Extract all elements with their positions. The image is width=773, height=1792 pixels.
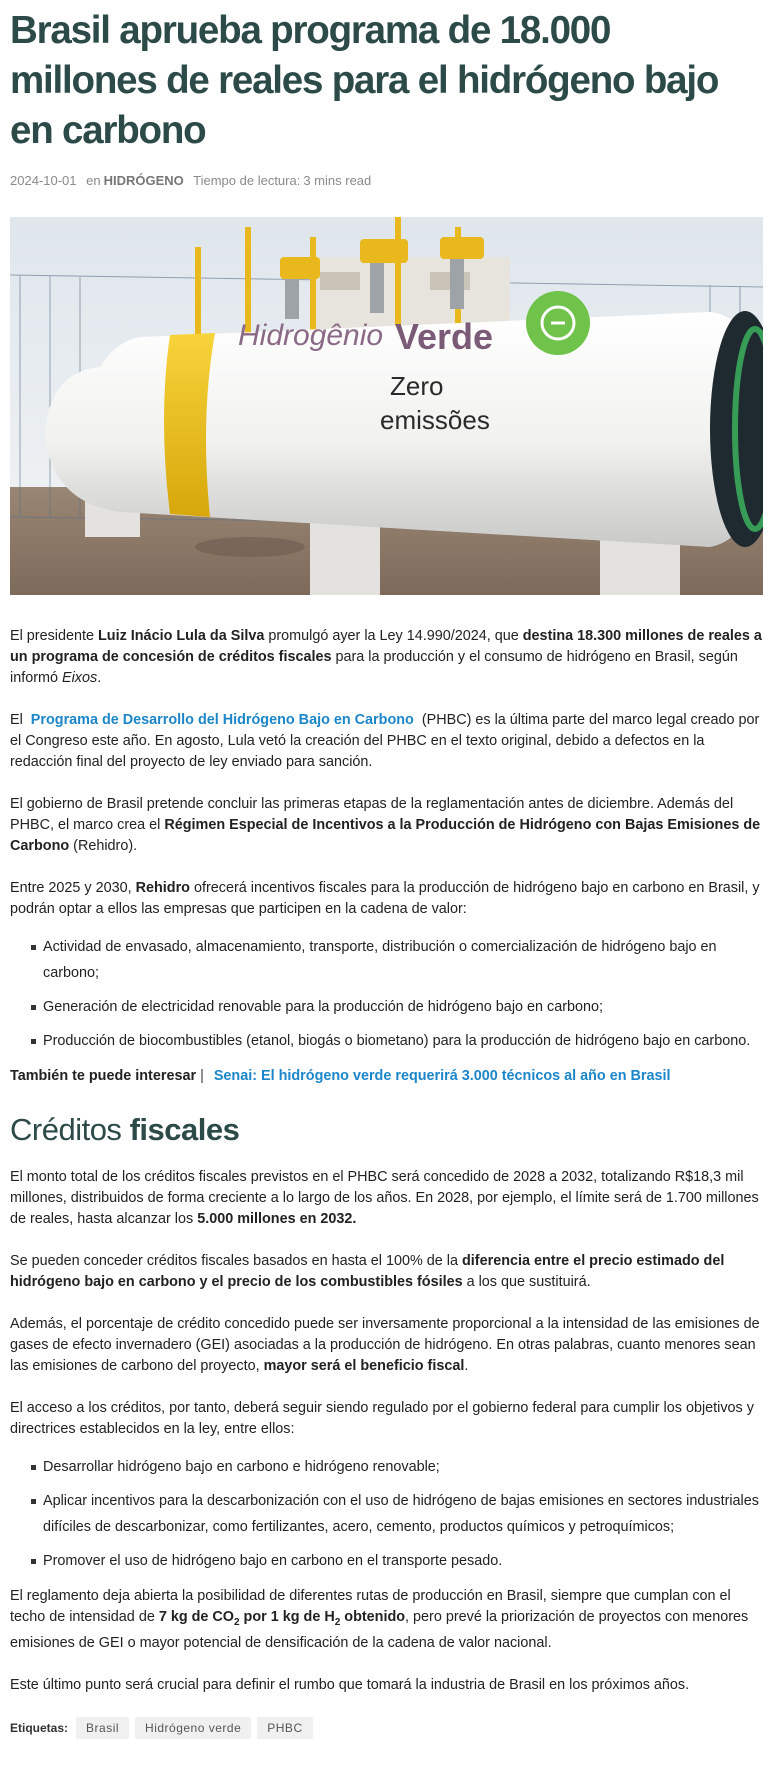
hero-caption-1: Zero bbox=[390, 371, 444, 401]
list-item: Desarrollar hidrógeno bajo en carbono e hidrógeno renovable; bbox=[43, 1454, 763, 1480]
logo-circle-icon bbox=[526, 291, 590, 355]
paragraph-8: El acceso a los créditos, por tanto, deberá seguir siendo regulado por el gobierno federal para cumplir los objetivos y directrices establecidos en la ley, entre ellos: bbox=[10, 1400, 754, 1437]
hero-brand-word-2: Verde bbox=[395, 316, 494, 357]
related-separator: | bbox=[200, 1068, 204, 1084]
tag-brasil[interactable]: Brasil bbox=[76, 1717, 129, 1739]
article bbox=[0, 6, 773, 1739]
category-link[interactable]: HIDRÓGENO bbox=[103, 173, 184, 188]
paragraph-1: El presidente Luiz Inácio Lula da Silva promulgó ayer la Ley 14.990/2024, que destina 18.300 millones de reales a un programa de concesión de créditos fiscales para la producción y el consumo de hidrógeno en Brasil, según informó Eixos. bbox=[10, 628, 762, 686]
tag-phbc[interactable]: PHBC bbox=[257, 1717, 312, 1739]
category-prefix-text: en bbox=[86, 173, 101, 188]
category-prefix bbox=[86, 173, 184, 188]
paragraph-4: Entre 2025 y 2030, Rehidro ofrecerá incentivos fiscales para la producción de hidrógeno bajo en carbono en Brasil, y podrán optar a ellos las empresas que participen en la cadena de valor: bbox=[10, 880, 760, 917]
incentive-list bbox=[10, 934, 763, 1054]
paragraph-10: Este último punto será crucial para definir el rumbo que tomará la industria de Brasil en los próximos años. bbox=[10, 1676, 690, 1693]
paragraph-6: Se pueden conceder créditos fiscales basados en hasta el 100% de la diferencia entre el precio estimado del hidrógeno bajo en carbono y el precio de los combustibles fósiles a los que sustituirá. bbox=[10, 1253, 725, 1290]
publish-date: 2024-10-01 bbox=[10, 173, 77, 188]
paragraph-2: El Programa de Desarrollo del Hidrógeno Bajo en Carbono (PHBC) es la última parte del marco legal creado por el Congreso este año. En agosto, Lula vetó la creación del PHBC en el texto original, debido a defectos en la redacción final del proyecto de ley enviado para sanción. bbox=[10, 712, 760, 770]
hero-brand-word-1: Hidrogênio bbox=[238, 319, 384, 352]
article-meta bbox=[10, 173, 763, 191]
puddle bbox=[195, 537, 305, 557]
tags-bar bbox=[10, 1717, 763, 1739]
tags-label: Etiquetas: bbox=[10, 1720, 69, 1735]
article-title: Brasil aprueba programa de 18.000 millones de reales para el hidrógeno bajo en carbono bbox=[10, 9, 719, 152]
list-item: Actividad de envasado, almacenamiento, transporte, distribución o comercialización de hidrógeno bajo en carbono; bbox=[43, 934, 763, 986]
related-label: También te puede interesar bbox=[10, 1068, 197, 1084]
list-item: Promover el uso de hidrógeno bajo en carbono en el transporte pesado. bbox=[43, 1548, 763, 1574]
list-item: Producción de biocombustibles (etanol, biogás o biometano) para la producción de hidrógeno bajo en carbono. bbox=[43, 1028, 763, 1054]
tag-hidrogeno-verde[interactable]: Hidrógeno verde bbox=[135, 1717, 251, 1739]
reading-time-label: Tiempo de lectura: bbox=[193, 173, 301, 188]
reading-time bbox=[193, 173, 377, 188]
list-item: Generación de electricidad renovable para la producción de hidrógeno bajo en carbono; bbox=[43, 994, 763, 1020]
objectives-list bbox=[10, 1454, 763, 1574]
section-heading: Créditos fiscales bbox=[10, 1112, 240, 1147]
hero-image bbox=[10, 217, 763, 595]
list-item: Aplicar incentivos para la descarbonización con el uso de hidrógeno de bajas emisiones en sectores industriales difíciles de descarbonizar, como fertilizantes, acero, cemento, productos químicos y petroquímicos; bbox=[43, 1488, 763, 1540]
article-body bbox=[10, 626, 763, 1696]
related-link[interactable]: Senai: El hidrógeno verde requerirá 3.000 técnicos al año en Brasil bbox=[213, 1068, 671, 1084]
phbc-link[interactable]: Programa de Desarrollo del Hidrógeno Bajo en Carbono bbox=[30, 712, 414, 728]
paragraph-3: El gobierno de Brasil pretende concluir las primeras etapas de la reglamentación antes de diciembre. Además del PHBC, el marco crea el Régimen Especial de Incentivos a la Producción de Hidrógeno con Bajas Emisiones de Carbono (Rehidro). bbox=[10, 796, 761, 854]
hero-caption-2: emissões bbox=[380, 405, 490, 435]
paragraph-5: El monto total de los créditos fiscales previstos en el PHBC será concedido de 2028 a 2032, totalizando R$18,3 mil millones, distribuidos de forma creciente a lo largo de los años. En 2028, por ejemplo, el límite será de 1.700 millones de reales, hasta alcanzar los 5.000 millones en 2032. bbox=[10, 1169, 759, 1227]
paragraph-7: Además, el porcentaje de crédito concedido puede ser inversamente proporcional a la intensidad de las emisiones de gases de efecto invernadero (GEI) asociadas a la producción de hidrógeno. En otras palabras, cuanto menores sean las emisiones de carbono del proyecto, mayor será el beneficio fiscal. bbox=[10, 1316, 760, 1374]
related-article bbox=[10, 1066, 763, 1087]
paragraph-9: El reglamento deja abierta la posibilidad de diferentes rutas de producción en Brasil, siempre que cumplan con el techo de intensidad de 7 kg de $CO_2$ por 1 kg de $H_2$ obtenido, pero prevé la priorización de proyectos con menores emisiones de GEI o mayor potencial de densificación de la cadena de valor nacional. bbox=[10, 1588, 749, 1651]
reading-time-value: 3 mins read bbox=[303, 173, 372, 188]
